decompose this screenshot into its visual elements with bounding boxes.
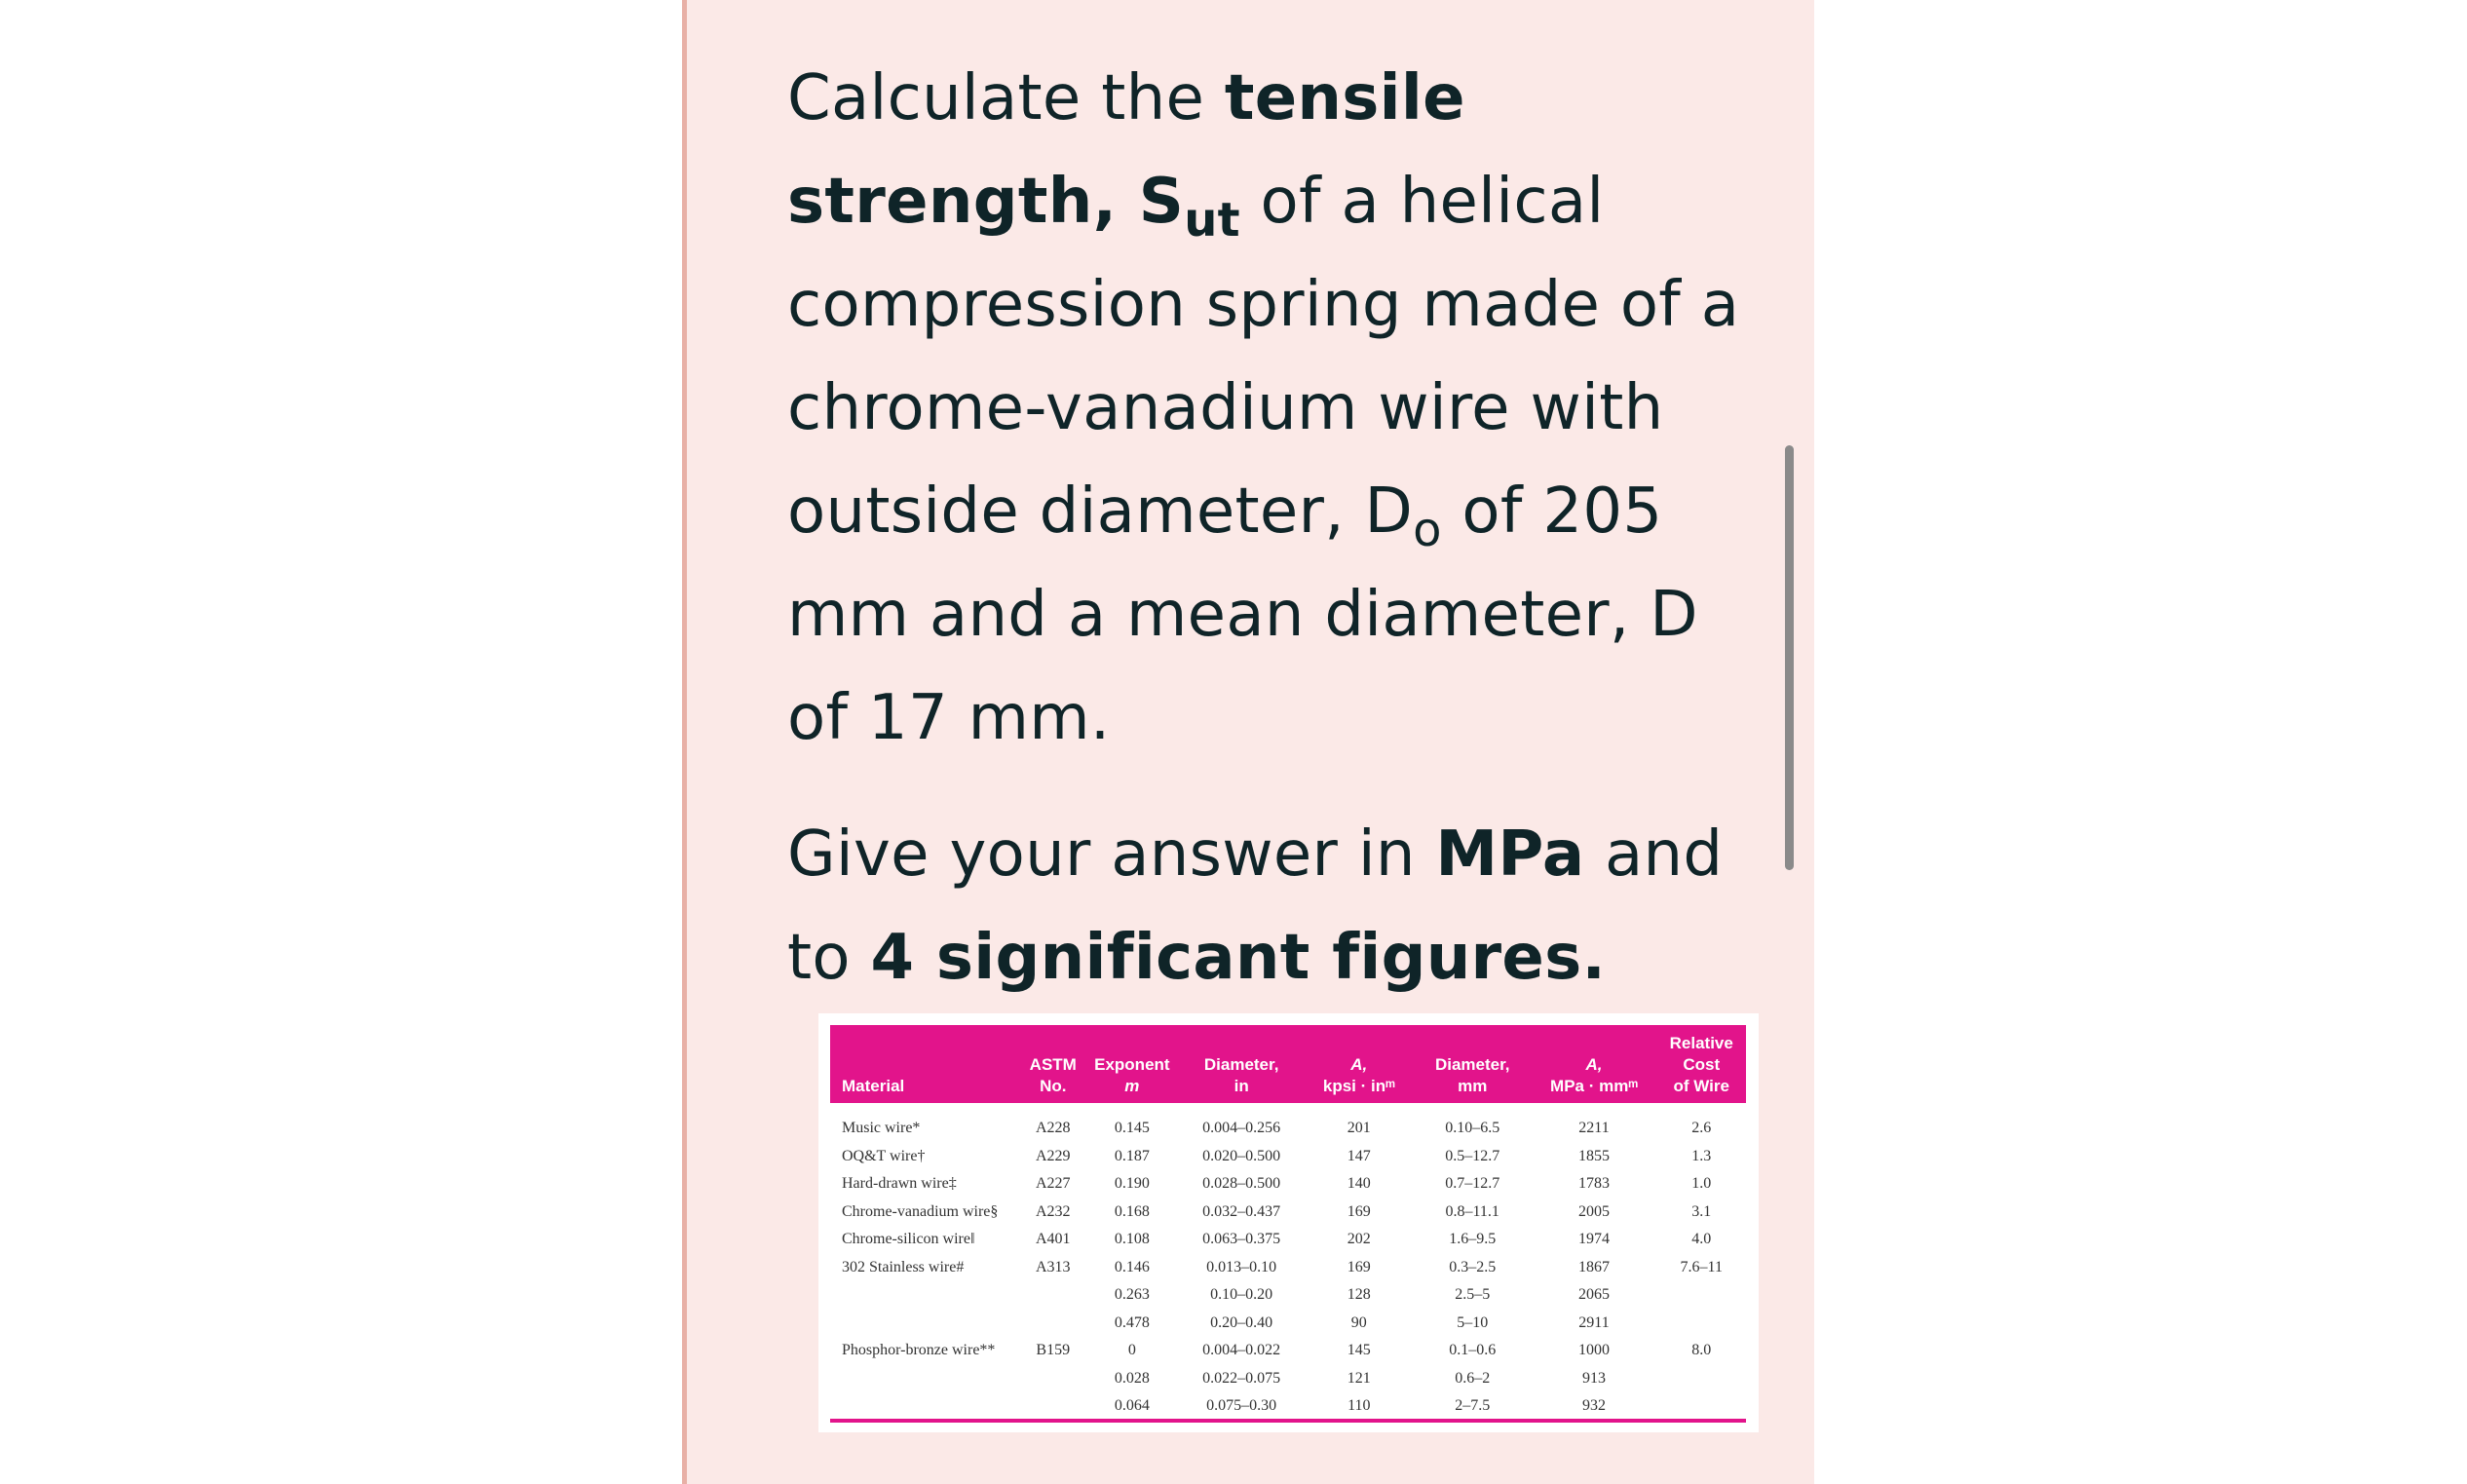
header-material: Material [842,1077,905,1095]
question-text-segment: Calculate the [787,62,1225,134]
table-row: Chrome-vanadium wire§ A232 0.168 0.032–0.437 169 0.8–11.1 2005 3.1 [842,1202,1712,1220]
header-diameter-in: Diameter, in [1203,1055,1279,1095]
spring-wire-table [830,1025,1746,1421]
scrollbar-thumb[interactable] [1785,445,1794,870]
header-a-mpa: A, MPa · mmᵐ [1550,1055,1638,1095]
table-row: 0.263 0.10–0.20 128 2.5–5 2065 [1114,1286,1610,1304]
header-a-kpsi: A, kpsi · inᵐ [1322,1055,1395,1095]
question-paragraph-2 [787,803,1771,1009]
table-row: Hard-drawn wire‡ A227 0.190 0.028–0.500 140 0.7–12.7 1783 1.0 [842,1175,1712,1193]
subscript-ut: ut [1184,193,1240,247]
question-paragraph-1 [787,47,1771,770]
unit-term: MPa [1435,818,1585,891]
table-bottom-rule [830,1419,1746,1423]
header-astm: ASTM No. [1029,1055,1077,1095]
tensile-strength-term: tensile strength, S [787,62,1465,238]
table-row: 0.028 0.022–0.075 121 0.6–2 913 [1114,1369,1606,1387]
table-row: 0.064 0.075–0.30 110 2–7.5 932 [1114,1397,1606,1415]
header-relative-cost: Relative Cost of Wire [1669,1034,1733,1095]
header-exponent: Exponent m [1094,1055,1170,1095]
panel-left-border [682,0,687,1484]
table-row: OQ&T wire† A229 0.187 0.020–0.500 147 0.5–12.7 1855 1.3 [842,1147,1712,1164]
question-text-segment: of 205 mm and a mean diameter, D of 17 mm. [787,476,1698,754]
subscript-o: o [1413,503,1442,557]
table-row: Chrome-silicon wire‖ A401 0.108 0.063–0.375 202 1.6–9.5 1974 4.0 [842,1231,1712,1248]
question-text-segment: of a helical compression spring made of a chrome-vanadium wire with outside diameter, D [787,166,1740,548]
table-header-row [830,1025,1746,1103]
table-row: 0.478 0.20–0.40 90 5–10 2911 [1114,1313,1610,1331]
table-row: Phosphor-bronze wire** B159 0 0.004–0.022 145 0.1–0.6 1000 8.0 [842,1342,1712,1359]
header-diameter-mm: Diameter, mm [1434,1055,1510,1095]
sig-figs-term: 4 significant figures. [870,922,1607,994]
question-text [787,47,1771,1009]
question-text-segment: and to [787,818,1724,994]
question-text-segment: Give your answer in [787,818,1436,891]
table-row: Music wire* A228 0.145 0.004–0.256 201 0.10–6.5 2211 2.6 [842,1120,1712,1137]
spring-wire-table-image [818,1013,1759,1432]
table-row: 302 Stainless wire# A313 0.146 0.013–0.10 169 0.3–2.5 1867 7.6–11 [842,1258,1723,1275]
